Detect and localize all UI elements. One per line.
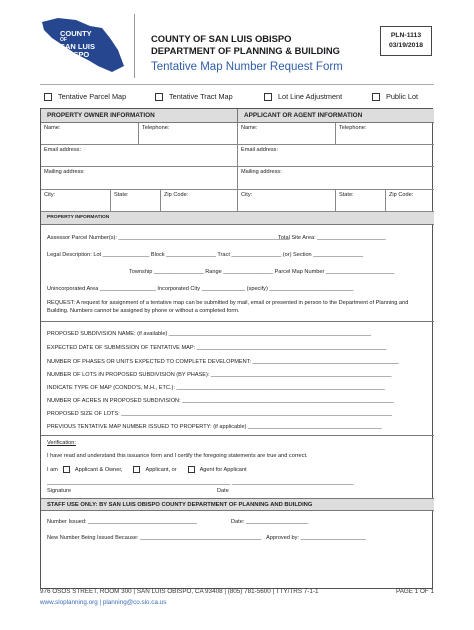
owner-city-field[interactable]: City: [41, 190, 111, 212]
header-rule [40, 84, 434, 85]
township-range-field[interactable]: Township ________________ Range ________________ Parcel Map Number ______________________ [129, 269, 395, 275]
checkbox-public-lot[interactable] [372, 92, 418, 101]
agent-checkbox[interactable] [188, 466, 195, 473]
page-number: PAGE 1 OF 1 [395, 588, 434, 595]
number-issued-field[interactable]: Number Issued: ___________________________________ [47, 519, 197, 525]
applicant-mailing-field[interactable]: Mailing address: [238, 167, 434, 190]
verification-statement: I have read and understand this issuance form and I certify the foregoing statements are true and correct. [47, 453, 308, 459]
apn-field[interactable]: Assessor Parcel Number(s): _______________________________________________________ [47, 235, 290, 241]
agent-label: Agent for Applicant [199, 466, 247, 473]
checkbox-box[interactable] [155, 93, 163, 101]
area-field[interactable]: Unincorporated Area __________________ Incorporated City ______________ (specify) ___________________________ [47, 286, 354, 292]
new-number-reason-field[interactable]: New Number Being Issued Because: _______________________________________ [47, 535, 262, 541]
logo-text-2: OF [60, 37, 67, 43]
owner-email-field[interactable]: Email address: [41, 145, 238, 167]
applicant-owner-checkbox[interactable] [63, 466, 70, 473]
signature-line[interactable]: ___________________________________________________________ _______________________________________ [47, 480, 354, 486]
owner-state-field[interactable]: State: [111, 190, 161, 212]
checkbox-box[interactable] [44, 93, 52, 101]
owner-section-header: PROPERTY OWNER INFORMATION [41, 109, 238, 123]
property-section-header: PROPERTY INFORMATION [41, 212, 434, 225]
logo-text-3: SAN LUIS [60, 42, 96, 51]
doc-date: 03/19/2018 [388, 42, 424, 49]
section-divider [41, 435, 434, 436]
logo-text-1: COUNTY [60, 29, 92, 38]
checkbox-label: Tentative Tract Map [169, 92, 233, 101]
lots-field[interactable]: NUMBER OF LOTS IN PROPOSED SUBDIVISION (BY PHASE): __________________________________________________________ [47, 372, 392, 378]
doc-code: PLN-1113 [390, 32, 422, 39]
section-divider [41, 321, 434, 322]
signature-label: Signature [47, 488, 71, 494]
date-label: Date [217, 488, 229, 494]
county-logo [40, 16, 126, 76]
owner-name-field[interactable]: Name: [41, 123, 139, 145]
owner-mailing-field[interactable]: Mailing address: [41, 167, 238, 190]
phases-field[interactable]: NUMBER OF PHASES OR UNITS EXPECTED TO COMPLETE DEVELOPMENT: _______________________________________________ [47, 359, 399, 365]
applicant-label: Applicant, or [145, 466, 177, 473]
staff-section-header: STAFF USE ONLY: BY SAN LUIS OBISPO COUNTY DEPARTMENT OF PLANNING AND BUILDING [41, 498, 434, 511]
form-title: Tentative Map Number Request Form [151, 61, 343, 73]
verification-title: Verification: [47, 440, 76, 446]
header-divider [134, 14, 135, 78]
applicant-zip-field[interactable]: Zip Code: [386, 190, 434, 212]
checkbox-lot-line-adjustment[interactable] [264, 92, 342, 101]
proposed-name-field[interactable]: PROPOSED SUBDIVISION NAME: (if available) _________________________________________________________________ [47, 331, 372, 337]
checkbox-label: Public Lot [386, 92, 419, 101]
applicant-city-field[interactable]: City: [238, 190, 336, 212]
department-name: DEPARTMENT OF PLANNING & BUILDING [151, 45, 340, 56]
acres-field[interactable]: NUMBER OF ACRES IN PROPOSED SUBDIVISION: ____________________________________________________________________ [47, 398, 394, 404]
staff-date-field[interactable]: Date: ____________________ [231, 519, 309, 525]
previous-map-field[interactable]: PREVIOUS TENTATIVE MAP NUMBER ISSUED TO PROPERTY: (if applicable) ___________________________________________ [47, 424, 382, 430]
checkbox-box[interactable] [372, 93, 380, 101]
org-name: COUNTY OF SAN LUIS OBISPO [151, 33, 292, 44]
applicant-state-field[interactable]: State: [336, 190, 386, 212]
map-type-field[interactable]: INDICATE TYPE OF MAP (CONDO'S, M.H., ETC.): ___________________________________________________________________ [47, 385, 385, 391]
applicant-telephone-field[interactable]: Telephone: [336, 123, 434, 145]
expected-date-field[interactable]: EXPECTED DATE OF SUBMISSION OF TENTATIVE MAP: _____________________________________________________________ [47, 345, 387, 351]
applicant-checkbox[interactable] [133, 466, 140, 473]
applicant-section-header: APPLICANT OR AGENT INFORMATION [238, 109, 434, 123]
footer-web-links[interactable]: www.sloplanning.org | planning@co.slo.ca.us [40, 599, 167, 606]
checkbox-label: Lot Line Adjustment [278, 92, 343, 101]
owner-telephone-field[interactable]: Telephone: [139, 123, 238, 145]
logo-text-4: OBISPO [60, 50, 90, 59]
owner-zip-field[interactable]: Zip Code: [161, 190, 238, 212]
checkbox-tentative-tract-map[interactable] [155, 92, 233, 101]
lot-size-field[interactable]: PROPOSED SIZE OF LOTS: _______________________________________________________________________________________ [47, 411, 392, 417]
approved-by-field[interactable]: Approved by: _____________________ [266, 535, 366, 541]
checkbox-box[interactable] [264, 93, 272, 101]
footer-address: 976 OSOS STREET, ROOM 300 | SAN LUIS OBISPO, CA 93408 | (805) 781-5600 | TTY/TRS 7-1-1 [40, 588, 319, 595]
role-selection [47, 466, 247, 473]
site-area-field[interactable]: Total Site Area: ______________________ [278, 235, 386, 241]
document-code-box [380, 26, 432, 56]
form-body [40, 108, 433, 589]
checkbox-label: Tentative Parcel Map [58, 92, 127, 101]
request-note: REQUEST: A request for assignment of a tentative map can be submitted by mail, email or presented in person to the Department of Planning and Building. Numbers cannot be assigned by phone or without a completed form. [47, 300, 409, 314]
legal-description-field[interactable]: Legal Description: Lot _______________ Block ________________ Tract ________________ (or) Section ________________ [47, 252, 363, 258]
applicant-email-field[interactable]: Email address: [238, 145, 434, 167]
checkbox-tentative-parcel-map[interactable] [44, 92, 126, 101]
applicant-name-field[interactable]: Name: [238, 123, 336, 145]
applicant-owner-label: Applicant & Owner, [74, 466, 123, 473]
i-am-label: I am [47, 466, 58, 473]
